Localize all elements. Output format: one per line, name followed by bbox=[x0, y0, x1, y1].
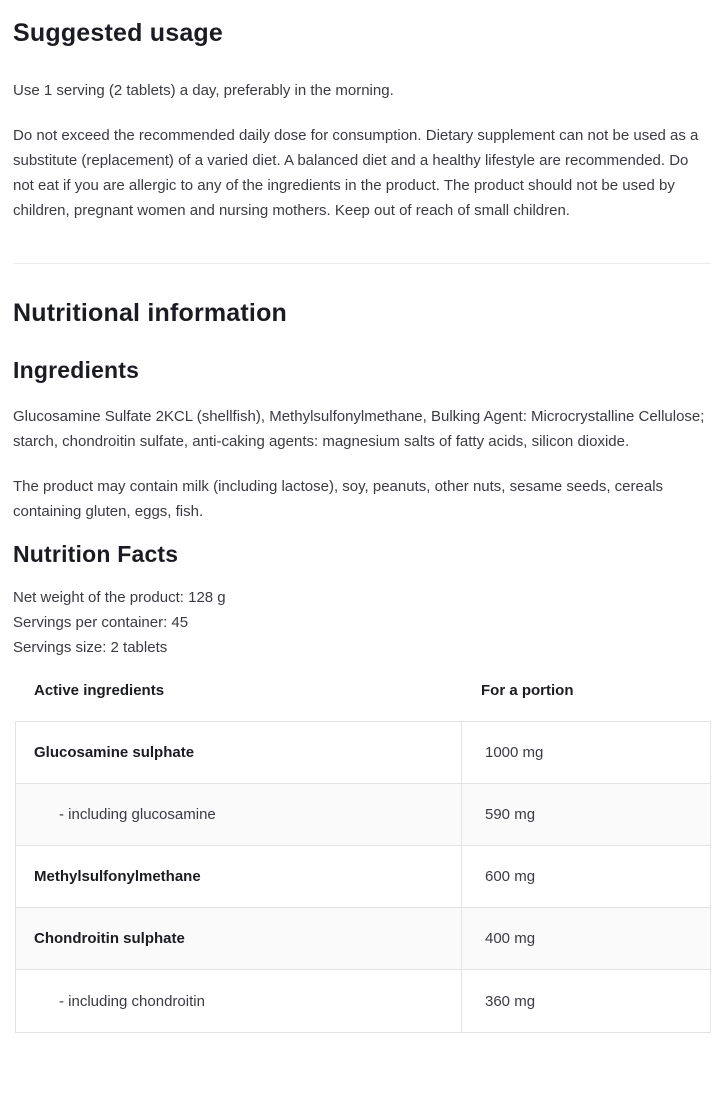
ingredient-name-cell: - including chondroitin bbox=[16, 970, 462, 1032]
servings-size-line: Servings size: 2 tablets bbox=[13, 639, 168, 656]
product-info-page bbox=[0, 18, 724, 1033]
table-row bbox=[16, 722, 710, 784]
table-row bbox=[16, 784, 710, 846]
usage-paragraph: Use 1 serving (2 tablets) a day, preferably in the morning. bbox=[13, 82, 394, 99]
portion-value-cell: 1000 mg bbox=[485, 744, 544, 761]
ingredients-paragraph: Glucosamine Sulfate 2KCL (shellfish), Methylsulfonylmethane, Bulking Agent: Microcrystalline Cellulose; starch, chondroitin sulfate, anti-caking agents: magnesium salts of fatty acids, silicon dioxide. bbox=[13, 408, 705, 450]
table-row bbox=[16, 970, 710, 1032]
table-row bbox=[16, 908, 710, 970]
column-header-active-ingredients: Active ingredients bbox=[34, 682, 165, 699]
portion-value-cell: 590 mg bbox=[485, 806, 536, 823]
ingredient-name-cell: Glucosamine sulphate bbox=[16, 722, 462, 783]
portion-value-cell: 400 mg bbox=[485, 930, 536, 947]
table-body bbox=[15, 721, 711, 1033]
table-row bbox=[16, 846, 710, 908]
nutritional-information-heading: Nutritional information bbox=[13, 299, 288, 327]
warning-paragraph: Do not exceed the recommended daily dose for consumption. Dietary supplement can not be used as a substitute (replacement) of a varied diet. A balanced diet and a healthy lifestyle are recommended. Do not eat if you are allergic to any of the ingredients in the product. The product should not be used by children, pregnant women and nursing mothers. Keep out of reach of small children. bbox=[13, 127, 699, 219]
net-weight-line: Net weight of the product: 128 g bbox=[13, 589, 226, 606]
nutrition-facts-heading: Nutrition Facts bbox=[13, 541, 179, 567]
section-divider bbox=[13, 263, 711, 264]
ingredient-name-cell: Methylsulfonylmethane bbox=[16, 846, 462, 907]
active-ingredients-table bbox=[15, 678, 711, 1033]
suggested-usage-heading: Suggested usage bbox=[13, 19, 223, 47]
ingredients-heading: Ingredients bbox=[13, 357, 140, 383]
portion-value-cell: 600 mg bbox=[485, 868, 536, 885]
servings-per-container-line: Servings per container: 45 bbox=[13, 614, 189, 631]
nutrition-facts-details bbox=[13, 585, 711, 660]
table-header-row bbox=[15, 678, 711, 703]
allergens-paragraph: The product may contain milk (including lactose), soy, peanuts, other nuts, sesame seeds, cereals containing gluten, eggs, fish. bbox=[13, 478, 664, 520]
portion-value-cell: 360 mg bbox=[485, 992, 536, 1010]
ingredient-name-cell: - including glucosamine bbox=[16, 784, 462, 845]
column-header-for-a-portion: For a portion bbox=[481, 682, 574, 699]
ingredient-name-cell: Chondroitin sulphate bbox=[16, 908, 462, 969]
